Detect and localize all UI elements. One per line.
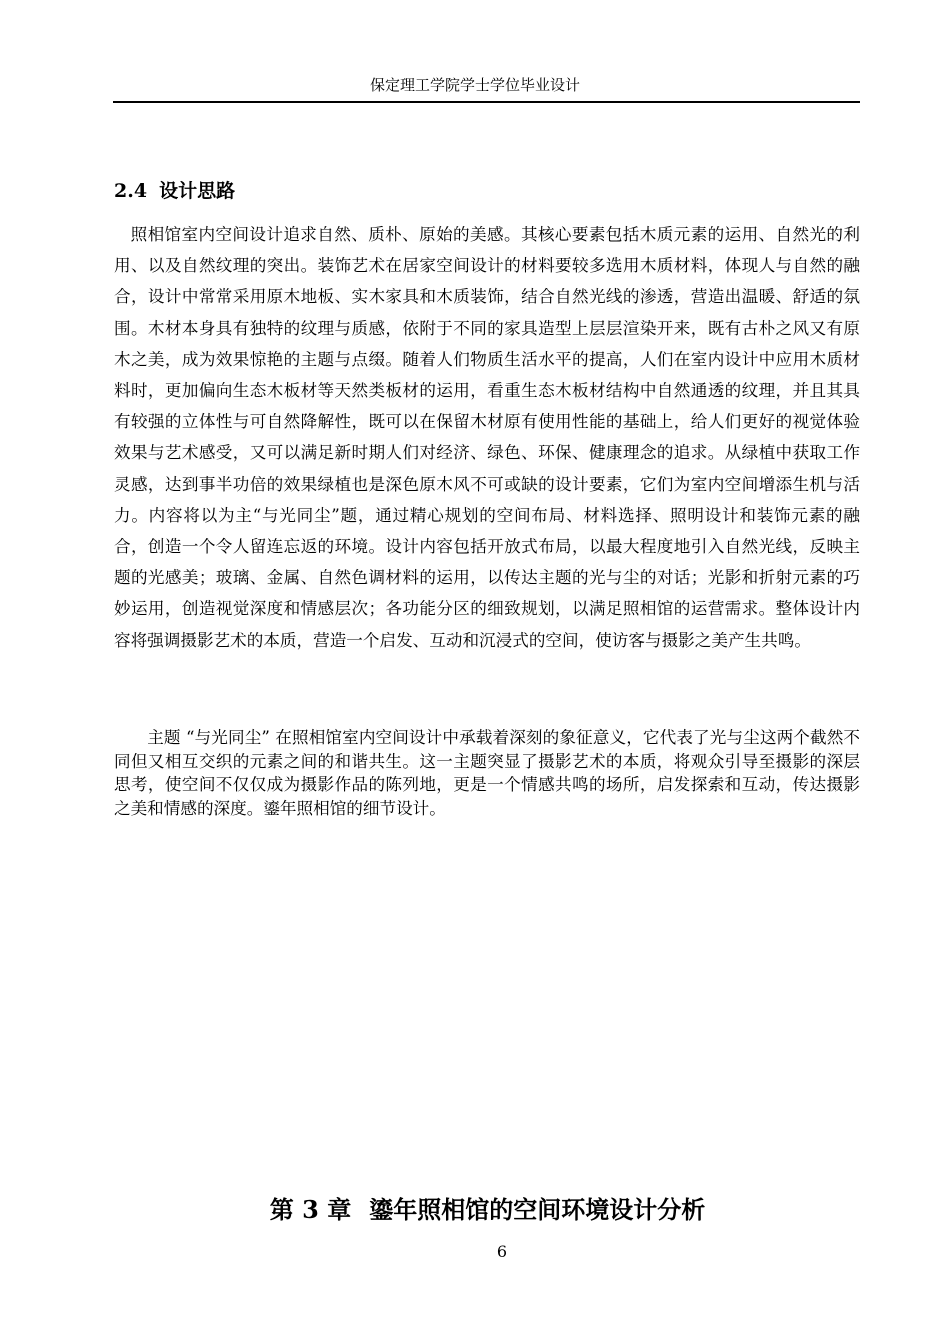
header-divider xyxy=(113,101,860,103)
section-title: 设计思路 xyxy=(159,180,236,202)
running-header: 保定理工学院学士学位毕业设计 xyxy=(369,76,580,94)
chapter-title: 鎏年照相馆的空间环境设计分析 xyxy=(369,1195,706,1224)
chapter-number: 第 3 章 xyxy=(269,1195,352,1224)
section-number: 2.4 xyxy=(114,180,148,202)
section-heading xyxy=(114,176,235,206)
chapter-heading xyxy=(0,1192,950,1228)
page-number: 6 xyxy=(496,1242,508,1261)
body-paragraph: 主题 “与光同尘” 在照相馆室内空间设计中承载着深刻的象征意义，它代表了光与尘这两个截然不同但又相互交织的元素之间的和谐共生。这一主题突显了摄影艺术的本质，将观众引导至摄影的深层思考，使空间不仅仅成为摄影作品的陈列地，更是一个情感共鸣的场所，启发探索和互动，传达摄影之美和情感的深度。鎏年照相馆的细节设计。 xyxy=(114,728,860,818)
body-paragraph: 照相馆室内空间设计追求自然、质朴、原始的美感。其核心要素包括木质元素的运用、自然光的利用、以及自然纹理的突出。装饰艺术在居家空间设计的材料要较多选用木质材料，体现人与自然的融合，设计中常常采用原木地板、实木家具和木质装饰，结合自然光线的渗透，营造出温暖、舒适的氛围。木材本身具有独特的纹理与质感，依附于不同的家具造型上层层渲染开来，既有古朴之风又有原木之美，成为效果惊艳的主题与点缀。随着人们物质生活水平的提高，人们在室内设计中应用木质材料时，更加偏向生态木板材等天然类板材的运用，看重生态木板材结构中自然通透的纹理，并且其具有较强的立体性与可自然降解性，既可以在保留木材原有使用性能的基础上，给人们更好的视觉体验效果与艺术感受，又可以满足新时期人们对经济、绿色、环保、健康理念的追求。从绿植中获取工作灵感，达到事半功倍的效果绿植也是深色原木风不可或缺的设计要素，它们为室内空间增添生机与活力。内容将以为主“与光同尘”题，通过精心规划的空间布局、材料选择、照明设计和装饰元素的融合，创造一个令人留连忘返的环境。设计内容包括开放式布局，以最大程度地引入自然光线，反映主题的光感美；玻璃、金属、自然色调材料的运用，以传达主题的光与尘的对话；光影和折射元素的巧妙运用，创造视觉深度和情感层次；各功能分区的细致规划，以满足照相馆的运营需求。整体设计内容将强调摄影艺术的本质，营造一个启发、互动和沉浸式的空间，使访客与摄影之美产生共鸣。 xyxy=(114,225,860,650)
